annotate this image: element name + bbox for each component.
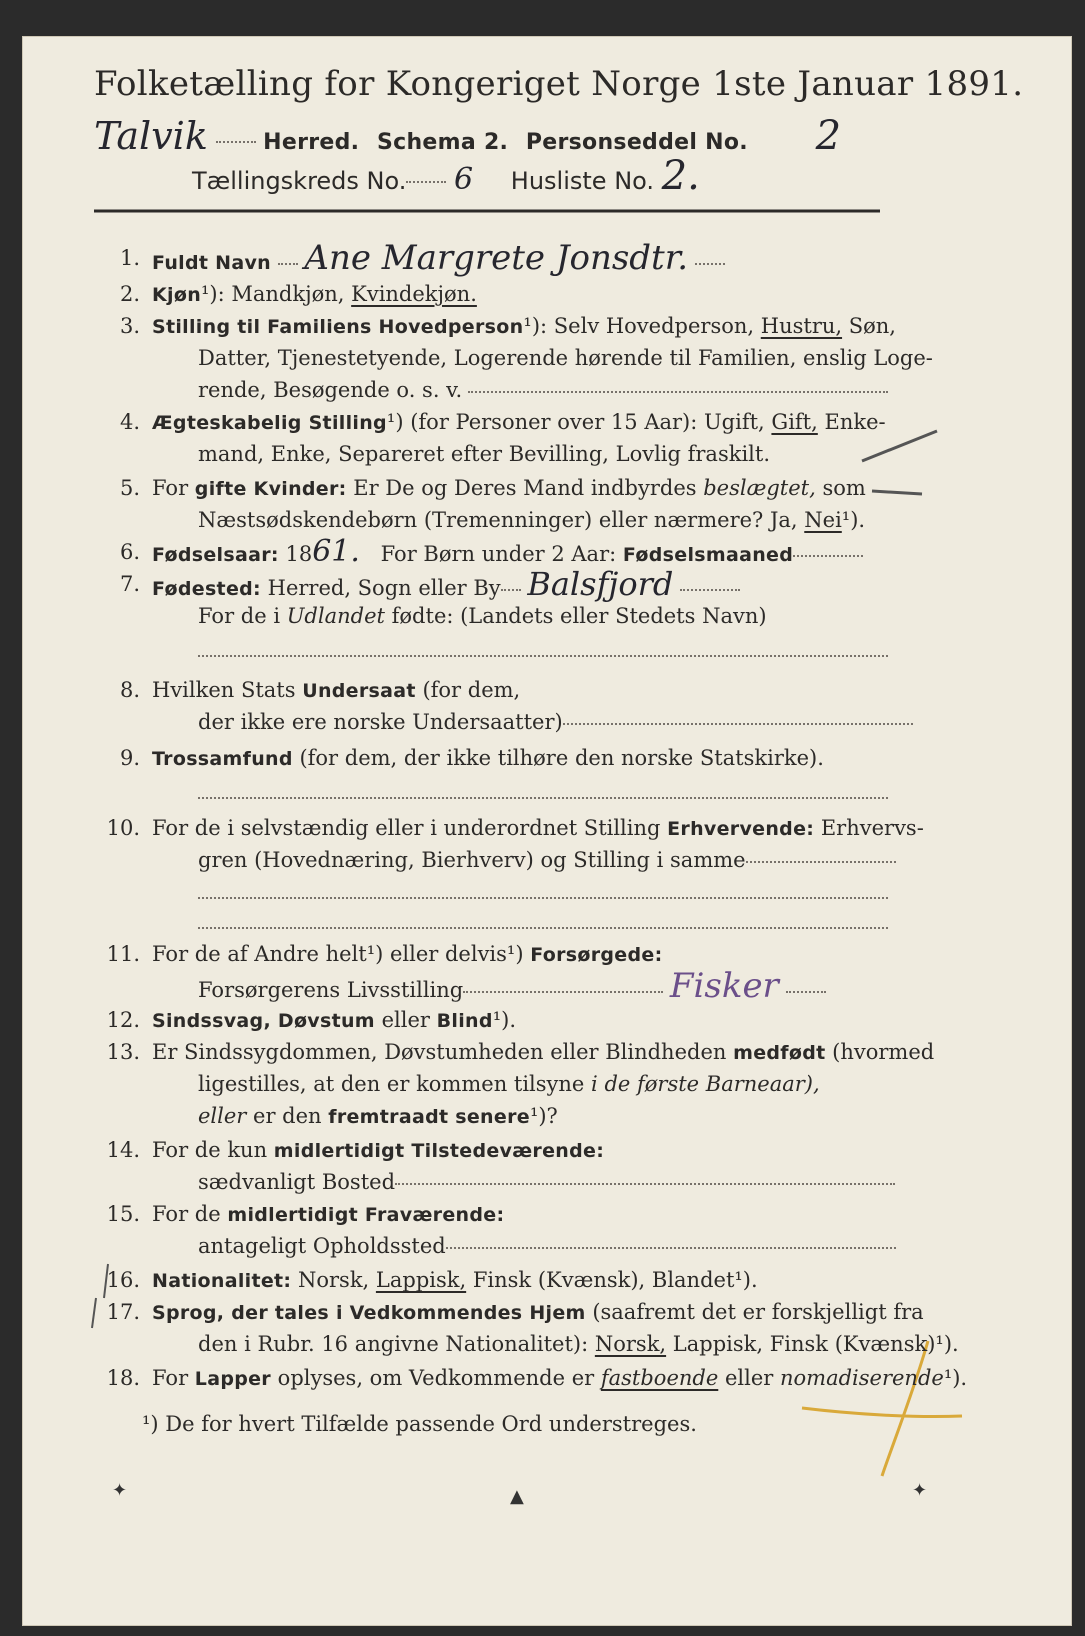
item-label: midlertidigt Fraværende: bbox=[227, 1204, 505, 1226]
item-label: Lapper bbox=[194, 1368, 271, 1390]
full-name-value: Ane Margrete Jonsdtr. bbox=[304, 238, 689, 278]
item-text: For de bbox=[152, 1202, 221, 1226]
item-text: For de i selvstændig eller i underordnet Stilling bbox=[152, 816, 661, 840]
item-text: ¹) eller delvis bbox=[366, 942, 507, 966]
item-text: For de af Andre helt bbox=[152, 942, 367, 966]
item-label: medfødt bbox=[733, 1042, 826, 1064]
marital-status-selected: Gift, bbox=[771, 410, 818, 434]
item-13 bbox=[94, 1038, 934, 1067]
item-2 bbox=[94, 280, 477, 309]
item-12 bbox=[94, 1006, 516, 1035]
item-number: 7. bbox=[119, 572, 140, 596]
item-7 bbox=[94, 565, 740, 603]
item-10 bbox=[94, 814, 924, 843]
item-15 bbox=[94, 1200, 504, 1229]
item-text: antageligt Opholdssted bbox=[198, 1234, 446, 1258]
item-number: 14. bbox=[106, 1138, 140, 1162]
birth-year-value: 61. bbox=[312, 534, 360, 569]
family-position-selected: Hustru, bbox=[760, 314, 843, 338]
schema-label: Schema 2. bbox=[376, 130, 509, 155]
item-7-line-2 bbox=[198, 602, 767, 630]
item-text: (saafremt det er forskjelligt fra bbox=[592, 1300, 924, 1324]
birthplace-value: Balsfjord bbox=[527, 565, 674, 603]
item-label: fremtraadt senere bbox=[328, 1106, 530, 1128]
item-text: Datter, Tjenestetyende, Logerende hørende til Familien, enslig Loge- bbox=[198, 346, 933, 370]
item-text: ¹) bbox=[506, 942, 524, 966]
item-text: oplyses, om Vedkommende er bbox=[277, 1366, 595, 1390]
item-text: Søn, bbox=[848, 314, 896, 338]
yellow-pencil-cross bbox=[802, 1341, 962, 1476]
item-text: For de kun bbox=[152, 1138, 268, 1162]
item-label: Nationalitet: bbox=[152, 1270, 292, 1292]
herred-label: Herred. bbox=[263, 130, 360, 155]
item-text: Erhvervs- bbox=[820, 816, 924, 840]
item-number: 3. bbox=[119, 314, 140, 338]
item-text: eller bbox=[724, 1366, 774, 1390]
item-text: rende, Besøgende o. s. v. bbox=[198, 378, 463, 402]
item-label: midlertidigt Tilstedeværende: bbox=[273, 1140, 605, 1162]
item-label: Ægteskabelig Stilling bbox=[152, 412, 387, 434]
provider-occupation-value: Fisker bbox=[669, 966, 779, 1006]
kreds-line bbox=[192, 153, 700, 199]
item-label: Forsørgede: bbox=[530, 944, 663, 966]
corner-mark-left: ✦ bbox=[112, 1480, 128, 1501]
item-text: der ikke ere norske Undersaatter) bbox=[198, 710, 563, 734]
item-17 bbox=[94, 1298, 924, 1327]
item-number: 2. bbox=[119, 282, 140, 306]
husliste-value: 2. bbox=[661, 153, 700, 199]
birth-year-prefix: 18 bbox=[285, 542, 313, 566]
item-text: ¹). bbox=[841, 508, 866, 532]
herred-line bbox=[94, 113, 842, 159]
item-text: (for dem, bbox=[422, 678, 521, 702]
item-7-blank-line bbox=[198, 640, 888, 668]
footnote bbox=[142, 1410, 697, 1438]
item-9 bbox=[94, 744, 824, 773]
form-title bbox=[94, 64, 1024, 104]
item-17-line-2 bbox=[198, 1330, 959, 1358]
item-number: 4. bbox=[119, 410, 140, 434]
item-label: Trossamfund bbox=[152, 748, 293, 770]
item-number: 15. bbox=[106, 1202, 140, 1226]
item-6 bbox=[94, 534, 863, 569]
corner-mark-right: ✦ bbox=[912, 1480, 928, 1501]
item-11-line-2 bbox=[198, 966, 826, 1006]
personseddel-label: Personseddel No. bbox=[525, 130, 748, 155]
item-text: nomadiserende bbox=[779, 1366, 944, 1390]
item-15-line-2 bbox=[198, 1232, 896, 1260]
item-number: 11. bbox=[106, 942, 140, 966]
item-number: 12. bbox=[106, 1008, 140, 1032]
item-label: gifte Kvinder: bbox=[194, 478, 347, 500]
husliste-label: Husliste No. bbox=[510, 167, 655, 195]
herred-value: Talvik bbox=[94, 114, 208, 158]
item-text: mand, Enke, Separeret efter Bevilling, Lovlig fraskilt. bbox=[198, 442, 771, 466]
item-label: Erhvervende: bbox=[667, 818, 815, 840]
item-3-line-2 bbox=[198, 344, 933, 372]
item-3 bbox=[94, 312, 896, 341]
item-number: 8. bbox=[119, 678, 140, 702]
item-10-blank-line-2 bbox=[198, 912, 888, 940]
item-8-line-2 bbox=[198, 708, 913, 736]
taellingskreds-value: 6 bbox=[454, 162, 474, 197]
item-text: ¹): Selv Hovedperson, bbox=[523, 314, 755, 338]
item-13-line-2 bbox=[198, 1070, 820, 1098]
item-number: 10. bbox=[106, 816, 140, 840]
item-16 bbox=[94, 1266, 758, 1295]
item-number: 5. bbox=[119, 476, 140, 500]
item-text: beslægtet, bbox=[703, 476, 816, 500]
item-text: ¹). bbox=[943, 1366, 968, 1390]
item-text: fødte: (Landets eller Stedets Navn) bbox=[391, 604, 767, 628]
item-4 bbox=[94, 408, 886, 437]
item-label: Fødselsmaaned bbox=[622, 544, 794, 566]
item-text: ligestilles, at den er kommen tilsyne bbox=[198, 1072, 585, 1096]
gender-selected: Kvindekjøn. bbox=[351, 282, 477, 306]
checkmark-mark-5 bbox=[872, 491, 922, 494]
item-3-line-3 bbox=[198, 376, 888, 404]
item-text: som bbox=[822, 476, 866, 500]
item-label: Blind bbox=[436, 1010, 493, 1032]
item-text: Norsk, bbox=[297, 1268, 370, 1292]
item-18 bbox=[94, 1364, 967, 1393]
item-label: Fuldt Navn bbox=[152, 252, 272, 274]
item-number: 1. bbox=[119, 246, 140, 270]
item-label: Undersaat bbox=[302, 680, 416, 702]
item-text: Finsk (Kvænsk), Blandet¹). bbox=[472, 1268, 758, 1292]
item-text: den i Rubr. 16 angivne Nationalitet): bbox=[198, 1332, 589, 1356]
census-form-sheet bbox=[22, 36, 1072, 1626]
item-text: ¹)? bbox=[529, 1104, 558, 1128]
item-1 bbox=[94, 238, 725, 278]
item-text: For Børn under 2 Aar: bbox=[380, 542, 617, 566]
item-text: Udlandet bbox=[286, 604, 385, 628]
footnote-text: ¹) De for hvert Tilfælde passende Ord understreges. bbox=[142, 1412, 697, 1436]
item-13-line-3 bbox=[198, 1102, 558, 1131]
item-text: i de første Barneaar), bbox=[591, 1072, 820, 1096]
item-10-line-2 bbox=[198, 846, 896, 874]
item-label: Stilling til Familiens Hovedperson bbox=[152, 316, 524, 338]
taellingskreds-label: Tællingskreds No. bbox=[192, 167, 407, 195]
lapp-status-selected: fastboende bbox=[600, 1366, 719, 1390]
item-label: Fødested: bbox=[152, 578, 261, 600]
item-text: Er Sindssygdommen, Døvstumheden eller Blindheden bbox=[152, 1040, 727, 1064]
item-text: For de i bbox=[198, 604, 281, 628]
corner-mark-center: ▲ bbox=[510, 1486, 524, 1507]
item-number: 13. bbox=[106, 1040, 140, 1064]
item-text: (for dem, der ikke tilhøre den norske Statskirke). bbox=[299, 746, 824, 770]
nationality-selected: Lappisk, bbox=[375, 1268, 467, 1292]
item-10-blank-line-1 bbox=[198, 882, 888, 910]
item-label: Fødselsaar: bbox=[152, 544, 279, 566]
item-number: 17. bbox=[106, 1300, 140, 1324]
item-text: Enke- bbox=[824, 410, 886, 434]
item-text: ¹): Mandkjøn, bbox=[201, 282, 345, 306]
item-text: Lappisk, Finsk (Kvænsk)¹). bbox=[672, 1332, 959, 1356]
item-number: 18. bbox=[106, 1366, 140, 1390]
language-selected: Norsk, bbox=[594, 1332, 667, 1356]
item-5-line-2 bbox=[198, 506, 865, 534]
item-text: Næstsødskendebørn (Tremenninger) eller nærmere? Ja, bbox=[198, 508, 798, 532]
item-text: ¹) (for Personer over 15 Aar): Ugift, bbox=[386, 410, 765, 434]
item-label: Sindssvag, Døvstum bbox=[152, 1010, 375, 1032]
item-text: er den bbox=[253, 1104, 322, 1128]
item-11 bbox=[94, 940, 662, 969]
item-text: Er De og Deres Mand indbyrdes bbox=[353, 476, 697, 500]
item-text: sædvanligt Bosted bbox=[198, 1170, 396, 1194]
item-8 bbox=[94, 676, 520, 705]
item-14-line-2 bbox=[198, 1168, 895, 1196]
item-text: gren (Hovednæring, Bierhverv) og Stilling i samme bbox=[198, 848, 746, 872]
item-4-line-2 bbox=[198, 440, 770, 468]
item-text: eller bbox=[381, 1008, 430, 1032]
item-14 bbox=[94, 1136, 604, 1165]
item-text: eller bbox=[198, 1104, 247, 1128]
related-selected: Nei bbox=[804, 508, 842, 532]
item-5 bbox=[94, 474, 866, 503]
item-number: 16. bbox=[106, 1268, 140, 1292]
item-9-blank-line bbox=[198, 782, 888, 810]
item-text: For bbox=[152, 1366, 189, 1390]
item-text: Herred, Sogn eller By bbox=[267, 576, 501, 600]
item-text: For bbox=[152, 476, 189, 500]
item-label: Sprog, der tales i Vedkommendes Hjem bbox=[152, 1302, 586, 1324]
item-label: Kjøn bbox=[152, 284, 202, 306]
item-text: Forsørgerens Livsstilling bbox=[198, 978, 464, 1002]
item-text: Hvilken Stats bbox=[152, 678, 296, 702]
item-text: ¹). bbox=[492, 1008, 517, 1032]
item-text: (hvormed bbox=[832, 1040, 935, 1064]
item-number: 6. bbox=[119, 540, 140, 564]
personseddel-value: 2 bbox=[815, 113, 842, 159]
form-title-text: Folketælling for Kongeriget Norge 1ste Januar 1891. bbox=[94, 64, 1024, 104]
item-number: 9. bbox=[119, 746, 140, 770]
